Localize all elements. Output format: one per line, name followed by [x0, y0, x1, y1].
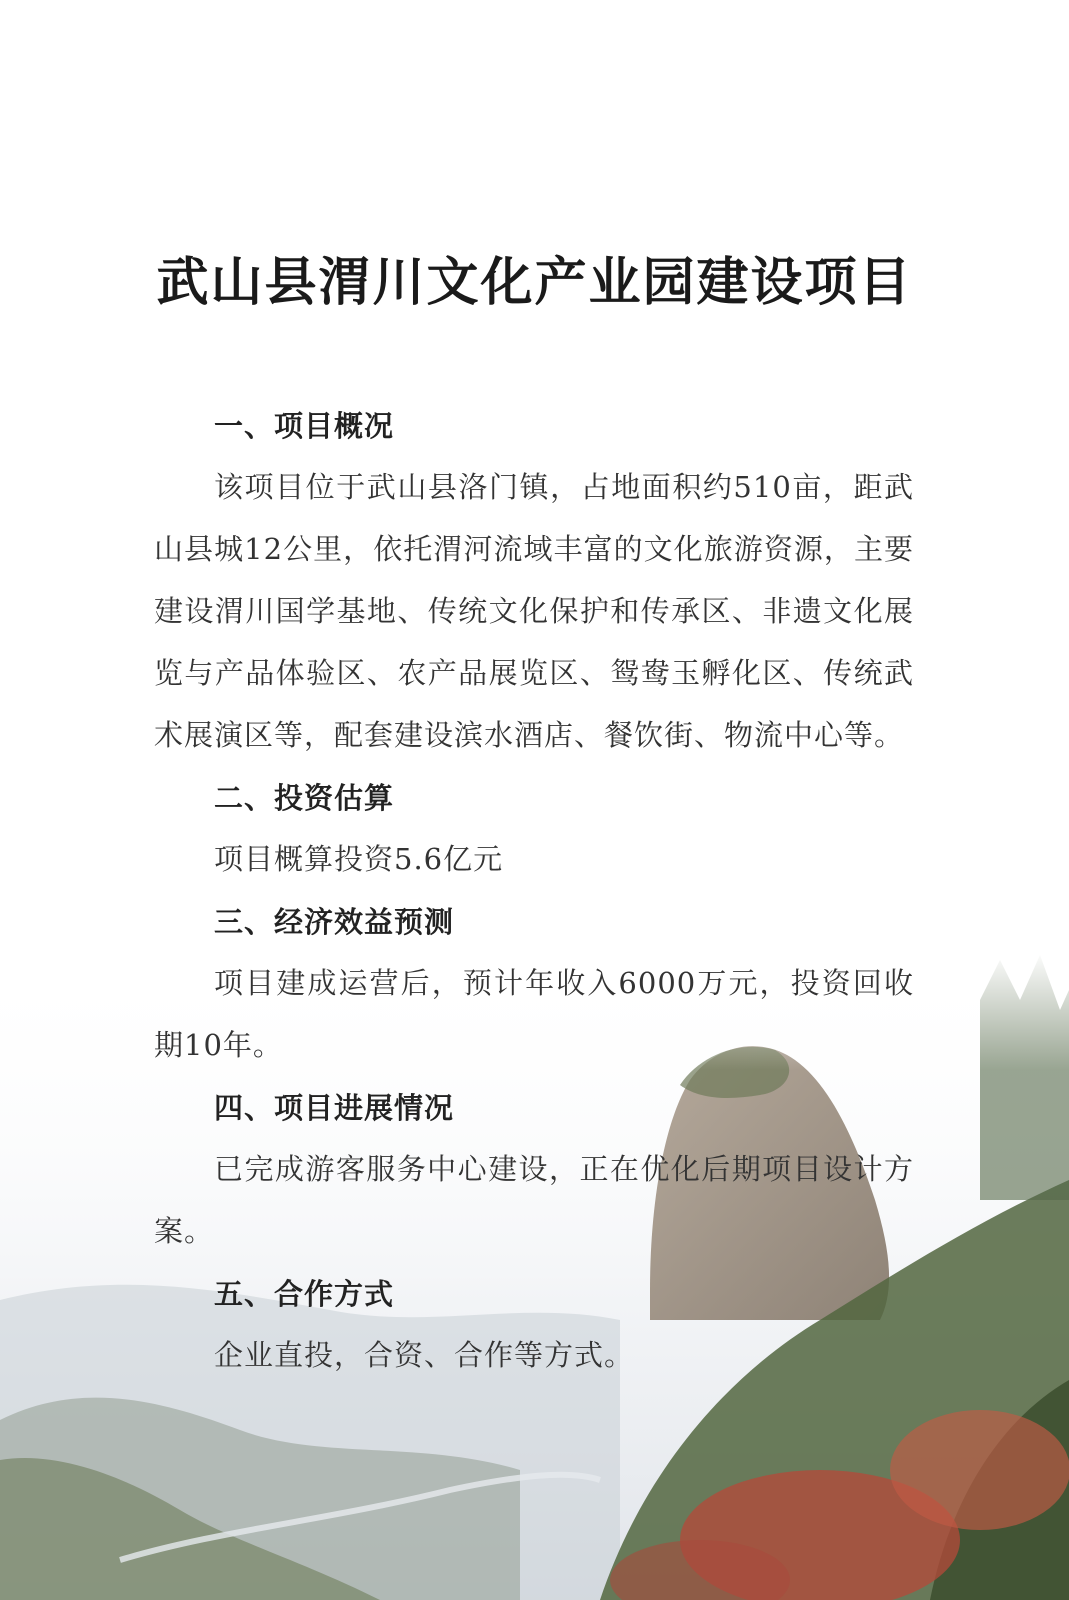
section-heading-cooperation: 五、合作方式 — [214, 1277, 395, 1311]
autumn-foliage-right — [890, 1410, 1069, 1530]
section-body-progress: 已完成游客服务中心建设，正在优化后期项目设计方案。 — [154, 1152, 914, 1248]
section-heading-investment: 二、投资估算 — [214, 781, 395, 815]
section-body-cooperation: 企业直投，合资、合作等方式。 — [214, 1338, 635, 1372]
section-body-economic-benefit: 项目建成运营后，预计年收入6000万元，投资回收期10年。 — [154, 966, 914, 1062]
section-heading-progress: 四、项目进展情况 — [214, 1091, 455, 1125]
document-title: 武山县渭川文化产业园建设项目 — [156, 252, 913, 313]
section-heading-overview: 一、项目概况 — [214, 409, 395, 443]
section-heading-economic-benefit: 三、经济效益预测 — [214, 905, 455, 939]
section-body-investment: 项目概算投资5.6亿元 — [214, 842, 504, 876]
section-body-overview: 该项目位于武山县洛门镇，占地面积约510亩，距武山县城12公里，依托渭河流域丰富的文化旅游资源，主要建设渭川国学基地、传统文化保护和传承区、非遗文化展览与产品体验区、农产品展览区、鸳鸯玉孵化区、传统武术展演区等，配套建设滨水酒店、餐饮街、物流中心等。 — [154, 470, 914, 752]
